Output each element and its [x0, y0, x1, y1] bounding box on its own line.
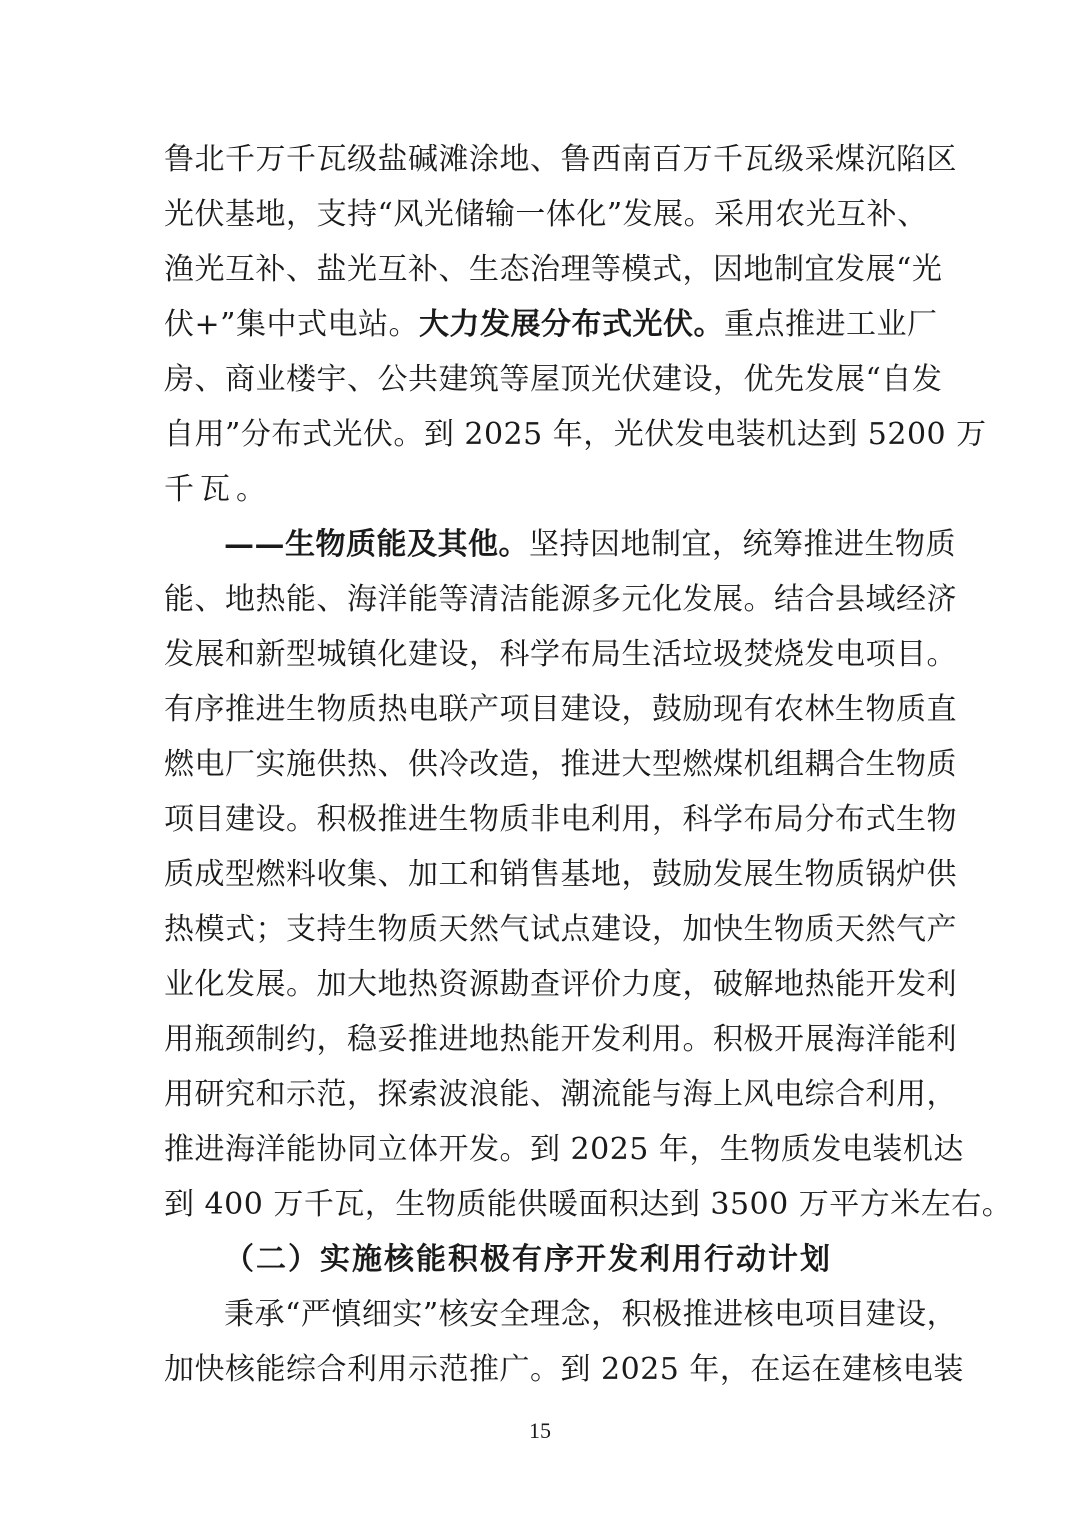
text-line: 自用”分布式光伏。到 2025 年，光伏发电装机达到 5200 万: [164, 417, 987, 452]
text-line: 推进海洋能协同立体开发。到 2025 年，生物质发电装机达: [164, 1132, 964, 1167]
text-line: 项目建设。积极推进生物质非电利用，科学布局分布式生物: [164, 802, 957, 837]
text-line: [164, 305, 938, 345]
text-line: 千瓦。: [164, 472, 272, 507]
text-line: [224, 525, 956, 565]
text-line: 热模式；支持生物质天然气试点建设，加快生物质天然气产: [164, 912, 957, 947]
text-line: 质成型燃料收集、加工和销售基地，鼓励发展生物质锅炉供: [164, 857, 957, 892]
text-line: 发展和新型城镇化建设，科学布局生活垃圾焚烧发电项目。: [164, 637, 957, 672]
page-number: 15: [529, 1418, 551, 1443]
text-line: 用研究和示范，探索波浪能、潮流能与海上风电综合利用，: [164, 1077, 957, 1112]
text-line: 鲁北千万千瓦级盐碱滩涂地、鲁西南百万千瓦级采煤沉陷区: [164, 142, 957, 177]
text-line: 用瓶颈制约，稳妥推进地热能开发利用。积极开展海洋能利: [164, 1022, 957, 1057]
text-span: 伏+”集中式电站。: [164, 307, 419, 342]
bold-phrase: 大力发展分布式光伏。: [418, 307, 724, 342]
text-line: 燃电厂实施供热、供冷改造，推进大型燃煤机组耦合生物质: [164, 747, 957, 782]
section-heading: （二）实施核能积极有序开发利用行动计划: [224, 1242, 832, 1277]
text-line: 加快核能综合利用示范推广。到 2025 年，在运在建核电装: [164, 1352, 964, 1387]
text-line: 渔光互补、盐光互补、生态治理等模式，因地制宜发展“光: [164, 252, 943, 287]
text-line: 有序推进生物质热电联产项目建设，鼓励现有农林生物质直: [164, 692, 957, 727]
text-line: 房、商业楼宇、公共建筑等屋顶光伏建设，优先发展“自发: [164, 362, 943, 397]
text-line: 业化发展。加大地热资源勘查评价力度，破解地热能开发利: [164, 967, 957, 1002]
text-line: 能、地热能、海洋能等清洁能源多元化发展。结合县域经济: [164, 582, 957, 617]
text-span: 重点推进工业厂: [723, 307, 938, 342]
text-span: 坚持因地制宜，统筹推进生物质: [529, 527, 956, 562]
section-lead: ——生物质能及其他。: [224, 527, 529, 562]
text-line: 秉承“严慎细实”核安全理念，积极推进核电项目建设，: [224, 1297, 958, 1332]
text-line: 光伏基地，支持“风光储输一体化”发展。采用农光互补、: [164, 197, 928, 232]
text-line: 到 400 万千瓦，生物质能供暖面积达到 3500 万平方米左右。: [164, 1187, 1013, 1222]
